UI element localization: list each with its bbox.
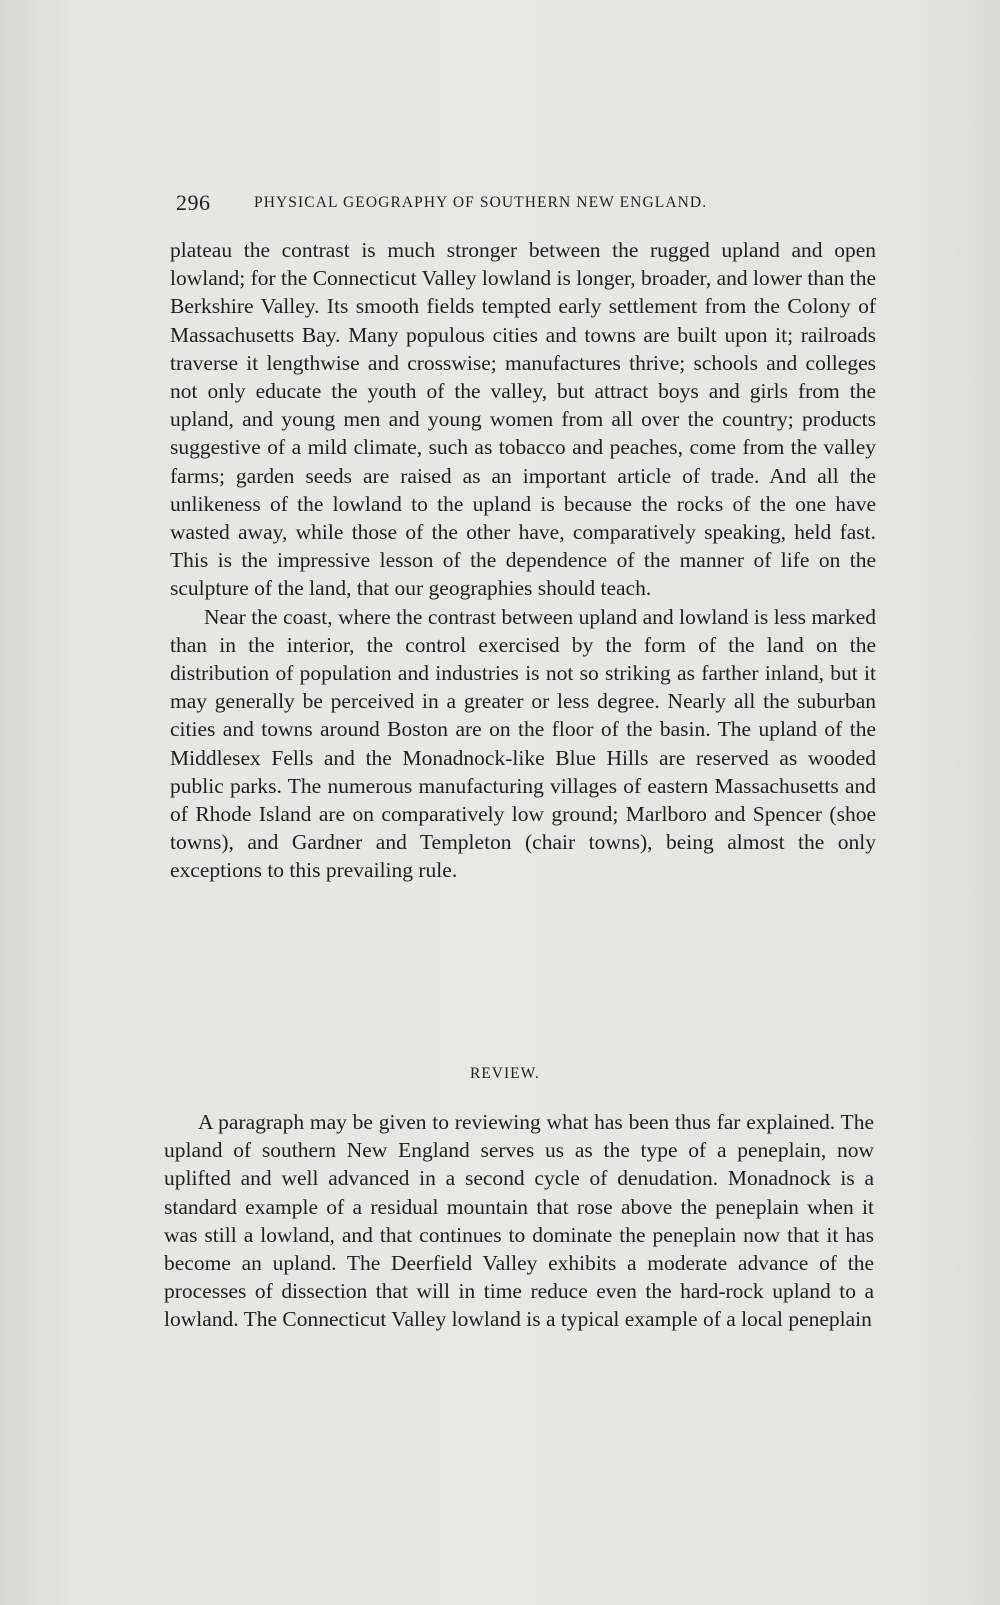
paragraph-review: A paragraph may be given to reviewing what has been thus far explained. The upland of southern New England serves us as the type of a peneplain, now uplifted and well advanced in a second cycle of denudation. Monadnock is a standard example of a residual mountain that rose above the peneplain when it was still a lowland, and that continues to dominate the peneplain now that it has become an upland. The Deerfield Valley exhibits a moderate advance of the processes of dissection that will in time reduce even the hard-rock upland to a lowland. The Connecticut Valley lowland is a typical example of a local peneplain [164,1110,874,1332]
paragraph-coast: Near the coast, where the contrast between upland and lowland is less marked than in the interior, the control exercised by the form of the land on the distribution of population and industries is not so striking as farther inland, but it may generally be perceived in a greater or less degree. Nearly all the suburban cities and towns around Boston are on the floor of the basin. The upland of the Middlesex Fells and the Monadnock-like Blue Hills are reserved as wooded public parks. The numerous manufacturing villages of eastern Massachusetts and of Rhode Island are on comparatively low ground; Marlboro and Spencer (shoe towns), and Gardner and Templeton (chair towns), being almost the only exceptions to this prevailing rule. [170,604,876,883]
review-text [164,1108,874,1334]
section-heading: REVIEW. [470,1065,540,1082]
paragraph-continued: plateau the contrast is much stronger between the rugged upland and open lowland; for the Connecticut Valley lowland is longer, broader, and lower than the Berkshire Valley. Its smooth fields tempted early settlement from the Colony of Massachusetts Bay. Many populous cities and towns are built upon it; railroads traverse it lengthwise and crosswise; manufactures thrive; schools and colleges not only educate the youth of the valley, but attract boys and girls from the upland, and young men and young women from all over the country; products suggestive of a mild climate, such as tobacco and peaches, come from the valley farms; garden seeds are raised as an important article of trade. And all the unlikeness of the lowland to the upland is because the rocks of the one have wasted away, while those of the other have, comparatively speaking, held fast. This is the impressive lesson of the dependence of the manner of life on the sculpture of the land, that our geographies should teach. [170,238,876,601]
page-header [176,190,796,218]
running-title: PHYSICAL GEOGRAPHY OF SOUTHERN NEW ENGLAND. [254,194,708,211]
body-text [170,236,876,885]
page-number: 296 [176,190,211,215]
